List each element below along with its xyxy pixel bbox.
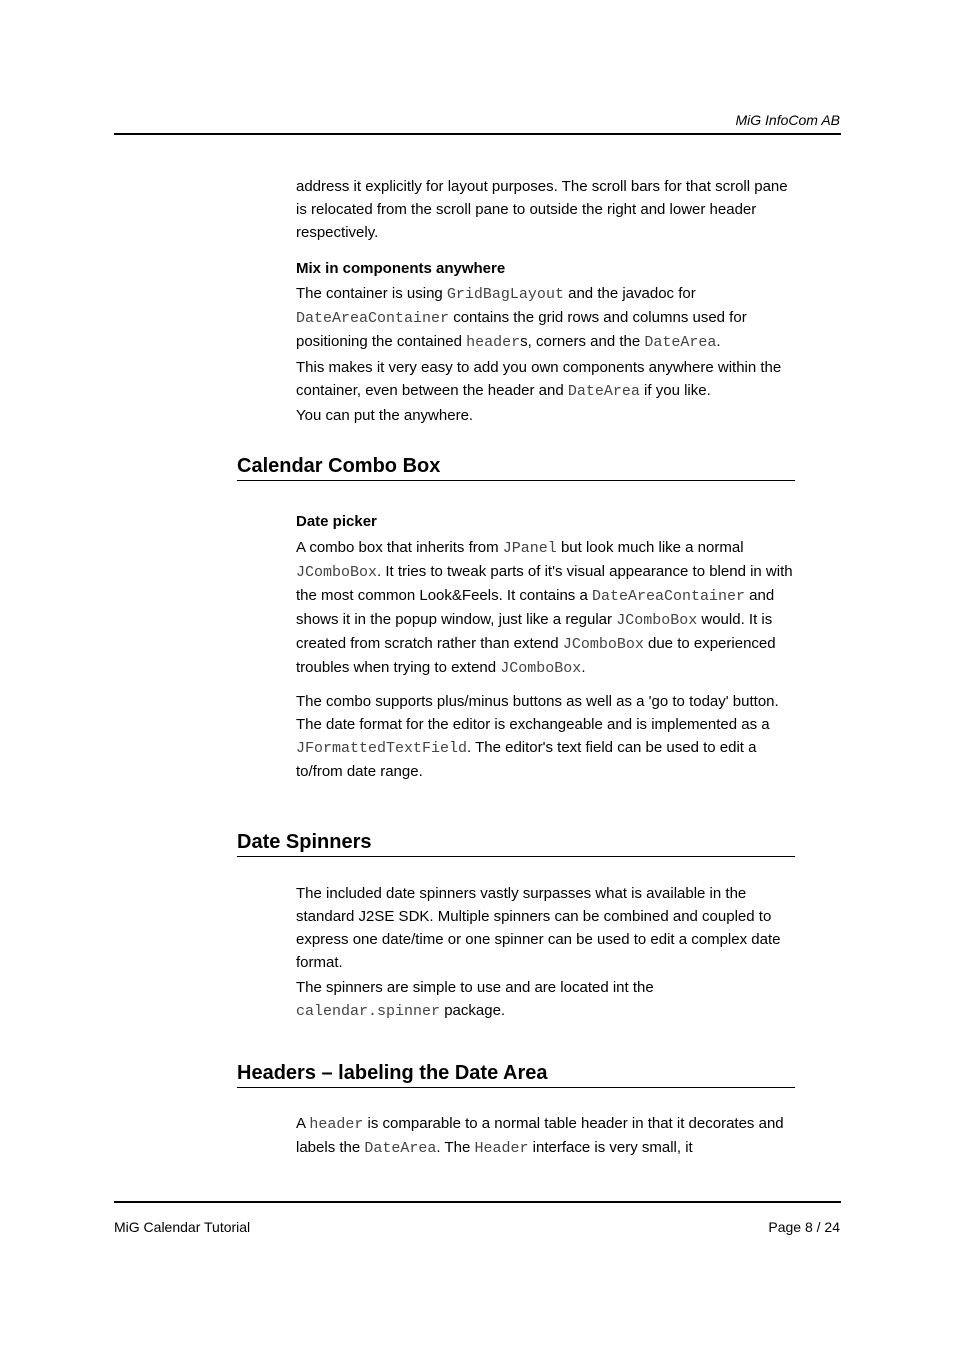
code-inline: JComboBox — [296, 564, 378, 581]
code-inline: DateArea — [567, 383, 640, 400]
mix-components-paragraph-2: This makes it very easy to add you own components anywhere within the container, even between the header and DateArea if you like. — [296, 359, 782, 400]
code-inline: calendar.spinner — [296, 1003, 441, 1020]
mix-components-heading: Mix in components anywhere — [296, 260, 506, 277]
spinners-paragraph-1: The included date spinners vastly surpasses what is available in the standard J2SE SDK. Multiple spinners can be combined and coupled to express one date/time or one spinner can be used to edit a complex date format. — [296, 885, 781, 971]
code-inline: JComboBox — [562, 636, 644, 653]
section-title-calendar-combo-box: Calendar Combo Box — [237, 455, 795, 481]
code-inline: GridBagLayout — [446, 286, 564, 303]
intro-paragraph — [296, 175, 798, 244]
headers-paragraph-1: A header is comparable to a normal table header in that it decorates and labels the DateArea. The Header interface is very small, it — [296, 1115, 784, 1157]
page-number: Page 8 / 24 — [768, 1219, 840, 1235]
code-inline: header — [309, 1116, 364, 1133]
code-inline: Header — [474, 1140, 529, 1157]
footer-rule — [114, 1201, 841, 1203]
code-inline: JFormattedTextField — [296, 740, 468, 757]
footer-title: MiG Calendar Tutorial — [114, 1219, 251, 1235]
headers-body — [296, 1112, 798, 1160]
intro-text: address it explicitly for layout purposes. The scroll bars for that scroll pane is relocated from the scroll pane to outside the right and lower header respectively. — [296, 178, 788, 241]
combo-paragraph-2: The combo supports plus/minus buttons as well as a 'go to today' button. The date format for the editor is exchangeable and is implemented as a JFormattedTextField. The editor's text field can be used to edit a to/from date range. — [296, 693, 779, 780]
page-header-company: MiG InfoCom AB — [735, 112, 840, 128]
date-picker-heading: Date picker — [296, 513, 377, 530]
section-title-headers: Headers – labeling the Date Area — [237, 1062, 795, 1088]
code-inline: DateArea — [364, 1140, 437, 1157]
header-rule — [114, 133, 841, 135]
section-title-date-spinners: Date Spinners — [237, 831, 795, 857]
code-inline: DateAreaContainer — [591, 588, 746, 605]
code-inline: JComboBox — [616, 612, 698, 629]
spinners-paragraph-2: The spinners are simple to use and are located int the calendar.spinner package. — [296, 979, 654, 1020]
combo-paragraph-1: A combo box that inherits from JPanel but look much like a normal JComboBox. It tries to tweak parts of it's visual appearance to blend in with the most common Look&Feels. It contains a DateAreaContainer and shows it in the popup window, just like a regular JComboBox would. It is created from scratch rather than extend JComboBox due to experienced troubles when trying to extend JComboBox. — [296, 539, 793, 677]
spinners-body — [296, 882, 798, 1023]
mix-components-paragraph-3: You can put the anywhere. — [296, 407, 474, 424]
code-inline: header — [466, 334, 521, 351]
code-inline: DateArea — [644, 334, 717, 351]
mix-components-paragraph-1: The container is using GridBagLayout and the javadoc for DateAreaContainer contains the grid rows and columns used for positioning the contained headers, corners and the DateArea. — [296, 285, 747, 351]
code-inline: JComboBox — [500, 660, 582, 677]
code-inline: DateAreaContainer — [296, 310, 450, 327]
code-inline: JPanel — [502, 540, 557, 557]
mix-components-body — [296, 282, 798, 427]
combo-body — [296, 536, 798, 783]
